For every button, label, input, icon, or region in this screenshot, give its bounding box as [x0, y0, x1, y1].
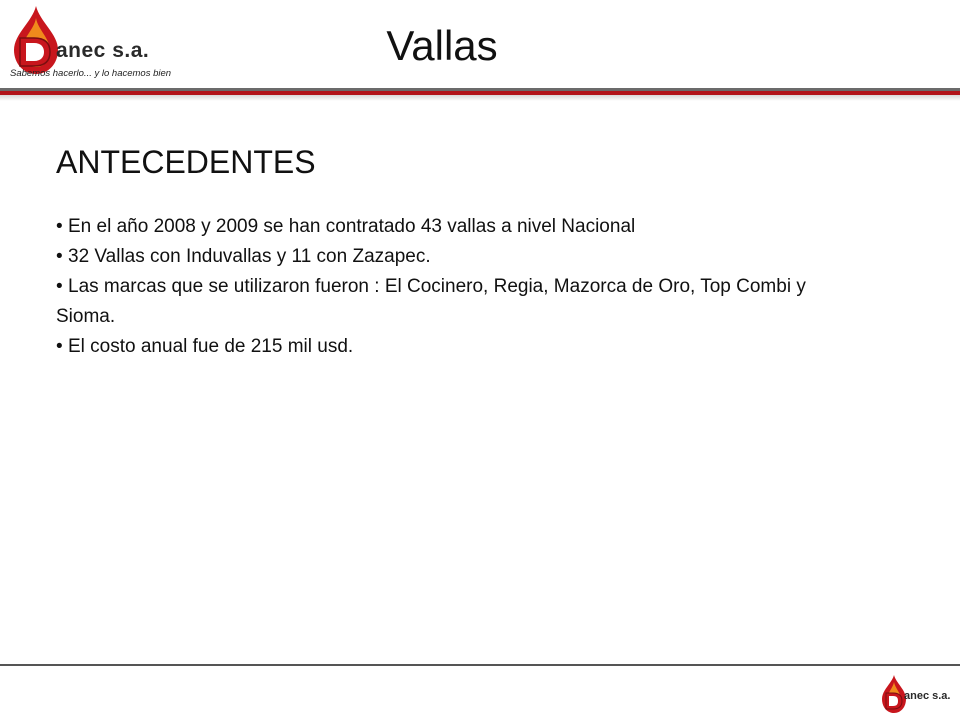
list-item	[56, 272, 816, 332]
bullet-icon: •	[56, 246, 63, 267]
logo-tagline: Sabemos hacerlo... y lo hacemos bien	[10, 68, 172, 79]
list-item-text: Las marcas que se utilizaron fueron : El Cocinero, Regia, Mazorca de Oro, Top Combi y Sioma.	[56, 276, 806, 327]
bullet-list	[56, 212, 816, 362]
list-item-text: En el año 2008 y 2009 se han contratado 43 vallas a nivel Nacional	[68, 216, 636, 237]
footer-logo-brand-text: anec s.a.	[904, 690, 951, 702]
bullet-icon: •	[56, 276, 63, 297]
footer-logo	[878, 674, 958, 716]
list-item-text: El costo anual fue de 215 mil usd.	[68, 336, 354, 357]
bullet-icon: •	[56, 216, 63, 237]
list-item	[56, 212, 816, 242]
logo-brand-text: anec s.a.	[56, 39, 150, 62]
bullet-icon: •	[56, 336, 63, 357]
list-item	[56, 332, 816, 362]
list-item-text: 32 Vallas con Induvallas y 11 con Zazapec.	[68, 246, 431, 267]
page-title: Vallas	[386, 22, 498, 69]
section-heading: ANTECEDENTES	[56, 144, 316, 180]
header-rule-shadow	[0, 95, 960, 101]
list-item	[56, 242, 816, 272]
footer-rule	[0, 664, 960, 666]
